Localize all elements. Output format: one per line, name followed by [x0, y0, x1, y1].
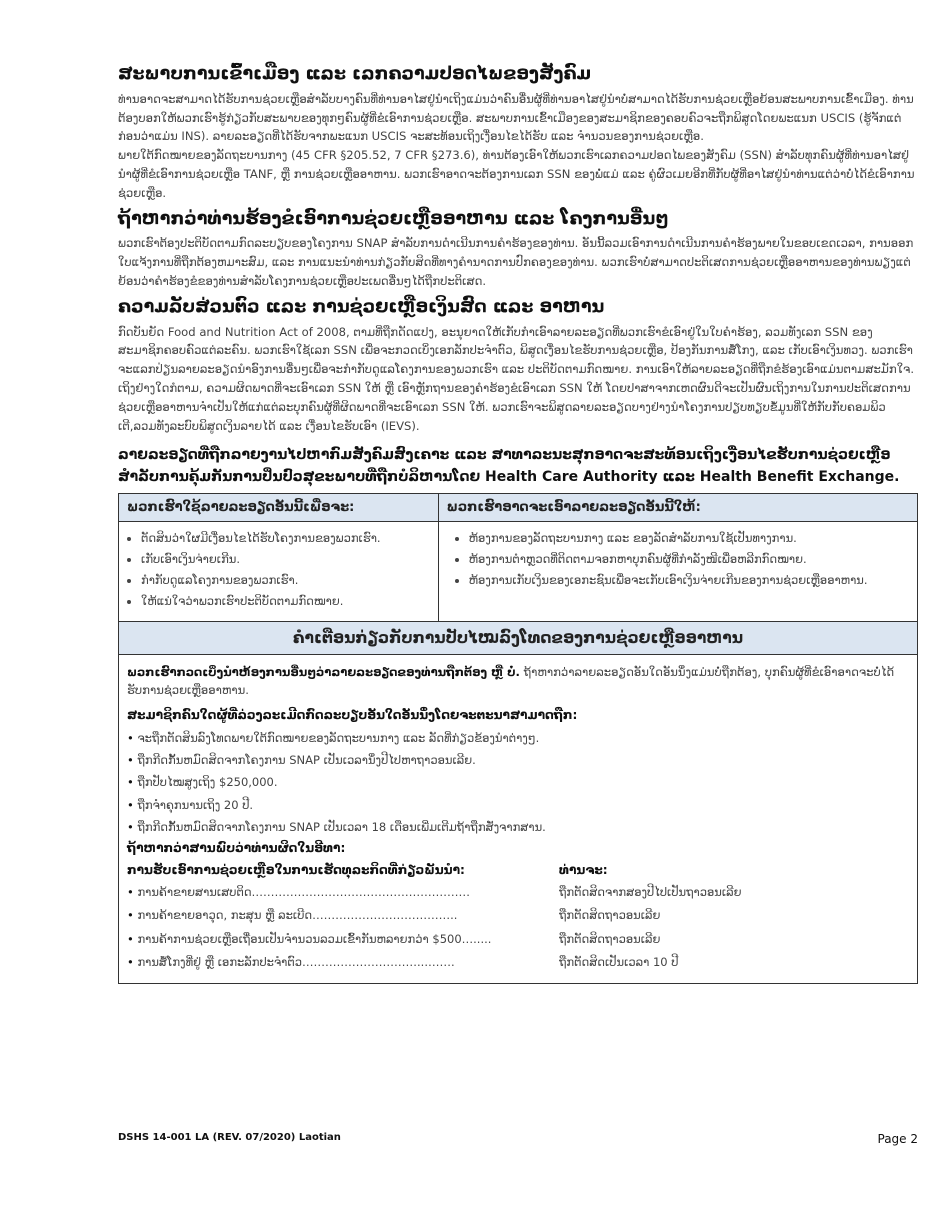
immigration-paragraph-1: ທ່ານອາດຈະສາມາດໄດ້ຮັບການຊ່ວຍເຫຼືອສຳລັບບາງຄົນທີ່ທ່ານອາໄສຢູ່ນຳເຖິງແມ່ນວ່າຄົນອື່ນຜູ້ທີ່ທ່ານອາໄສຢູ່ນຳບໍ່ສາມາດໄດ້ຮັບການຊ່ວຍເຫຼືອຍ້ອນສະພາບການເຂົ້າເມືອງ. ທ່ານຕ້ອງບອກໃຫ້ພວກເຮົາຮູ້ກ່ຽວກັບສະພາບຂອງທຸກໆຄົນຜູ້ທີ່ຂໍເອົາການຊ່ວຍເຫຼືອ. ສະພາບການເຂົ້າເມືອງຂອງສະມາຊິກຂອງຄອບຄົວຈະຖືກພິສູດໂດຍພະແນກ USCIS (ຮູ້ຈັກແຕ່ກ່ອນວ່າແມ່ນ INS). ລາຍລະອຽດທີ່ໄດ້ຮັບຈາກພະແນກ USCIS ຈະສະທ້ອນເຖິງເງື່ອນໄຂໄດ້ຮັບ ແລະ ຈຳນວນຂອງການຊ່ວຍເຫຼືອ. [118, 91, 914, 144]
member-penalty: • ຈະຖືກຕັດສິນລົງໂທດພາຍໃຕ້ກົດໝາຍຂອງລັດຖະບານກາງ ແລະ ລັດທີ່ກ່ຽວຂ້ອງນຳຕ່າງໆ. [127, 730, 909, 747]
share-list-item: • ຫ້ອງການເກັບເງິນຂອງເອກະຊົນເພື່ອຈະເກັບເອົາເງິນຈ່າຍເກີນຂອງການຊ່ວຍເຫຼືອອາຫານ. [469, 572, 909, 589]
share-list-item: • ຫ້ອງການຕຳຫຼວດທີ່ຕິດຕາມຈອກຫາບຸກຄົນຜູ້ທີ່ກຳລັງໜີເພື່ອຫລີກກົດໝາຍ. [469, 551, 909, 568]
immigration-heading: ສະພາບການເຂົ້າເມືອງ ແລະ ເລກຄວາມປອດໄພຂອງສັງຄົມ [118, 64, 592, 84]
use-list-item: • ໃຫ້ແນ່ໃຈວ່າພວກເຮົາປະຕິບັດຕາມກົດໝາຍ. [141, 593, 430, 610]
exchange-note: ລາຍລະອຽດທີ່ຖືກລາຍງານໄປຫາກົມສັງຄົມສົງເຄາະ ແລະ ສາທາລະນະສຸກອາດຈະສະທ້ອນເຖິງເງື່ອນໄຂຮັບການຊ່ວຍເຫຼືອສຳລັບການຄຸ້ມກັນການປິ່ນປົວສຸຂະພາບທີ່ຖືກບໍລິຫານໂດຍ Health Care Authority ແລະ Health Benefit Exchange. [118, 447, 900, 486]
offense-text: • ການຄ້າຂາຍອາວຸດ, ກະສຸນ ຫຼື ລະເບີດ……………………………….. [127, 906, 559, 924]
use-column-header: ພວກເຮົາໃຊ້ລາຍລະອຽດອັນນີ້ເພື່ອຈະ: [119, 493, 439, 521]
page-number: Page 2 [877, 1132, 918, 1146]
form-code: DSHS 14-001 LA (REV. 07/2020) Laotian [118, 1132, 341, 1143]
court-penalty-row [127, 883, 909, 901]
use-list-item: • ເກັບເອົາເງິນຈ່າຍເກີນ. [141, 551, 430, 568]
member-penalty: • ຖືກກີດກັ້ນຫມົດສິດຈາກໂຄງການ SNAP ເປັນເວລານຶ່ງປີໄປຫາຖາວອນເລີຍ. [127, 752, 909, 769]
court-penalty-row [127, 930, 909, 948]
offense-column-label: ການຮັບເອົາການຊ່ວຍເຫຼືອໃນການເຮັດທຸລະກິດທີ່ກ່ຽວພັນນຳ: [127, 863, 465, 878]
page-footer [118, 1132, 918, 1146]
use-list [127, 530, 430, 611]
member-penalty: • ຖືກກີດກັ້ນຫມົດສິດຈາກໂຄງການ SNAP ເປັນເວລາ 18 ເດືອນເພີ່ມເຕີມຖ້າຖືກສັ່ງຈາກສານ. [127, 819, 909, 836]
share-list-item: • ຫ້ອງການຂອງລັດຖະບານກາງ ແລະ ຂອງລັດສຳລັບການໃຊ້ເປັນທາງການ. [469, 530, 909, 547]
share-list-cell [438, 521, 917, 621]
court-heading: ຖ້າຫາກວ່າສານພົບວ່າທ່ານຜິດໃນອີທາ: [127, 841, 346, 856]
warning-intro [127, 663, 909, 700]
privacy-heading: ຄວາມລັບສ່ວນຕົວ ແລະ ການຊ່ວຍເຫຼືອເງິນສົດ ແລະ ອາຫານ [118, 296, 605, 317]
court-penalty-row [127, 906, 909, 924]
immigration-paragraph-2: ພາຍໃຕ້ກົດໝາຍຂອງລັດຖະບານກາງ (45 CFR §205.52, 7 CFR §273.6), ທ່ານຕ້ອງເອົາໃຫ້ພວກເຮົາເລກຄວາມປອດໄພຂອງສັງຄົມ (SSN) ສຳລັບທຸກຄົນຜູ້ທີ່ທ່ານອາໄສຢູ່ນຳຜູ້ທີ່ຂໍເອົາການຊ່ວຍເຫຼືອ TANF, ຫຼື ການຊ່ວຍເຫຼືອອາຫານ. ພວກເຮົາອາດຈະຕ້ອງການເລກ SSN ຂອງພໍ່ແມ່ ແລະ ຄູ່ຜົວເມຍອີກທີ່ກັບຜູ້ທີ່ອາໄສຢູ່ນຳທ່ານແຕ່ວ່າບໍ່ໄດ້ຂໍເອົາການຊ່ວຍເຫຼືອ. [118, 148, 915, 200]
warning-header: ຄຳເຕືອນກ່ຽວກັບການປັບໄໝລົງໂທດຂອງການຊ່ວຍເຫຼືອອາຫານ [119, 621, 918, 654]
warning-body [119, 654, 918, 983]
share-list [447, 530, 909, 590]
result-text: ຖືກຕັດສິດຖາວອນເລີຍ [559, 908, 661, 923]
food-heading: ຖ້າຫາກວ່າທ່ານຮ້ອງຂໍເອົາການຊ່ວຍເຫຼືອອາຫານ ແລະ ໂຄງການອື່ນໆ [118, 208, 669, 229]
privacy-paragraph: ກົດບັນຍັດ Food and Nutrition Act of 2008, ຕາມທີ່ຖືກດັດແປງ, ອະນຸຍາດໃຫ້ເກັບກຳເອົາລາຍລະອຽດທີ່ພວກເຮົາຂໍເອົາຢູ່ໃນໃບຄຳຮ້ອງ, ລວມທັງເລກ SSN ຂອງສະມາຊິກຄອບຄົວແຕ່ລະຄົນ. ພວກເຮົາໃຊ້ເລກ SSN ເພື່ອຈະກວດເບິ່ງເອກລັກປະຈຳຕົວ, ພິສູດເງື່ອນໄຂຮັບການຊ່ວຍເຫຼືອ, ປ້ອງກັນການສໍ້ໂກງ, ແລະ ເກັບເອົາເງິນທວງ. ພວກເຮົາຈະແລກປ່ຽນລາຍລະອຽດນຳອົງການອື່ນໆເພື່ອຈະກຳກັບດູແລໂຄງການຂອງພວກເຮົາ ແລະ ປະຕິບັດຕາມກົດໝາຍ. ການເອົາໃຫ້ລາຍລະອຽດທີ່ຖືກຂໍຮ້ອງເອົາແມ່ນຕາມສະມັກໃຈ. ເຖິງຢ່າງໃດກໍຕາມ, ຄວາມຜິດພາດທີ່ຈະເອົາເລກ SSN ໃຫ້ ຫຼື ເອົາຫຼັກຖານຂອງຄຳຮ້ອງຂໍເອົາເລກ SSN ໃຫ້ ໂດຍປາສາຈາກເຫດຜົນດີຈະເປັນຜົນເຖິງການໃນການປະຕິເສດການຊ່ວຍເຫຼືອອາຫານຈຳເປັນໃຫ້ແກ່ແຕ່ລະບຸກຄົນຜູ້ທີ່ຜິດພາດທີ່ຈະເອົາເລກ SSN ໃຫ້. ພວກເຮົາຈະພິສູດລາຍລະອຽດບາງຢ່າງນຳໂຄງການປຽບທຽບຂໍ້ມູນທີ່ໃຫ້ກັບກັບຄອມພິວເຕີ,ລວມທັງລະບົບພິສູດເງິນລາຍໄດ້ ແລະ ເງື່ອນໄຂຮັບເອົາ (IEVS). [118, 324, 915, 433]
result-text: ຖືກຕັດສິດຈາກສອງປີໄປເປັນຖາວອນເລີຍ [559, 885, 742, 900]
offense-text: • ການຄ້າຂາຍສານເສບຕິດ………………………………………………… [127, 883, 559, 901]
info-table [118, 493, 918, 984]
use-list-cell [119, 521, 439, 621]
food-paragraph: ພວກເຮົາຕ້ອງປະຕິບັດຕາມກົດລະບຽບຂອງໂຄງການ SNAP ສຳລັບການດຳເນີນການຄຳຮ້ອງຂອງທ່ານ. ອັນນີ້ລວມເອົາການດຳເນີນການຄຳຮ້ອງພາຍໃນຂອບເຂດເວລາ, ການອອກໃບແຈ້ງການທີ່ຖືກຕ້ອງຫມາະສົມ, ແລະ ການແນະນຳທ່ານກ່ຽວກັບສິດທີ່ທາງຄຳນາດການປົກຄອງຂອງທ່ານ. ພວກເຮົາບໍ່ສາມາດປະຕິເສດການຊ່ວຍເຫຼືອອາຫານຂອງທ່ານພຽງແຕ່ຍ້ອນວ່າຄຳຮ້ອງຂໍຂອງທ່ານສຳລັບໂຄງການຊ່ວຍເຫຼືອປະເພດອື່ນໆໄດ້ຖືກປະຕິເສດ. [118, 236, 914, 288]
result-column-label: ທ່ານຈະ: [559, 863, 608, 878]
warning-intro-bold: ພວກເຮົາກວດເບິ່ງນຳຫ້ອງການອື່ນໆວ່າລາຍລະອຽດຂອງທ່ານຖືກຕ້ອງ ຫຼື ບໍ່. [127, 664, 520, 679]
offense-text: • ການສໍ້ໂກງທີ່ຢູ່ ຫຼື ເອກະລັກປະຈຳຕົວ…………………………...……. [127, 953, 559, 971]
use-list-item: • ກຳກັບດູແລໂຄງການຂອງພວກເຮົາ. [141, 572, 430, 589]
offense-text: • ການຄ້າການຊ່ວຍເຫຼືອເຖື່ອນເປັນຈຳນວນລວມເຂົ້າກັນຫລາຍກວ່າ $500…..... [127, 930, 559, 948]
member-penalty: • ຖືກປັບໄໝສູງເຖິງ $250,000. [127, 774, 909, 791]
result-text: ຖືກຕັດສິດເປັນເວລາ 10 ປີ [559, 955, 679, 970]
warning-intro-rest: ຖ້າຫາກວ່າລາຍລະອຽດອັນໃດອັນນຶ່ງແມ່ນບໍ່ຖືກຕ້ອງ, ບຸກຄົນຜູ້ທີ່ຂໍເອົາອາດຈະບໍ່ໄດ້ຮັບການຊ່ວຍເຫຼືອອາຫານ. [127, 664, 895, 698]
share-column-header: ພວກເຮົາອາດຈະເອົາລາຍລະອຽດອັນນີ້ໃຫ້: [438, 493, 917, 521]
court-penalty-row [127, 953, 909, 971]
members-heading: ສະມາຊິກຄົນໃດຜູ້ທີ່ລ່ວງລະເມີດກົດລະບຽບອັນໃດອັນນຶ່ງໂດຍຈະຕະນາສາມາດຖືກ: [127, 707, 578, 722]
use-list-item: • ຕັດສິນວ່າໃຜມີເງື່ອນໄຂໄດ້ຮັບໂຄງການຂອງພວກເຮົາ. [141, 530, 430, 547]
document-page [118, 64, 918, 984]
court-penalty-header [127, 863, 909, 877]
member-penalty: • ຖືກຈຳຄຸກນານເຖິງ 20 ປີ. [127, 797, 909, 814]
result-text: ຖືກຕັດສິດຖາວອນເລີຍ [559, 931, 661, 946]
